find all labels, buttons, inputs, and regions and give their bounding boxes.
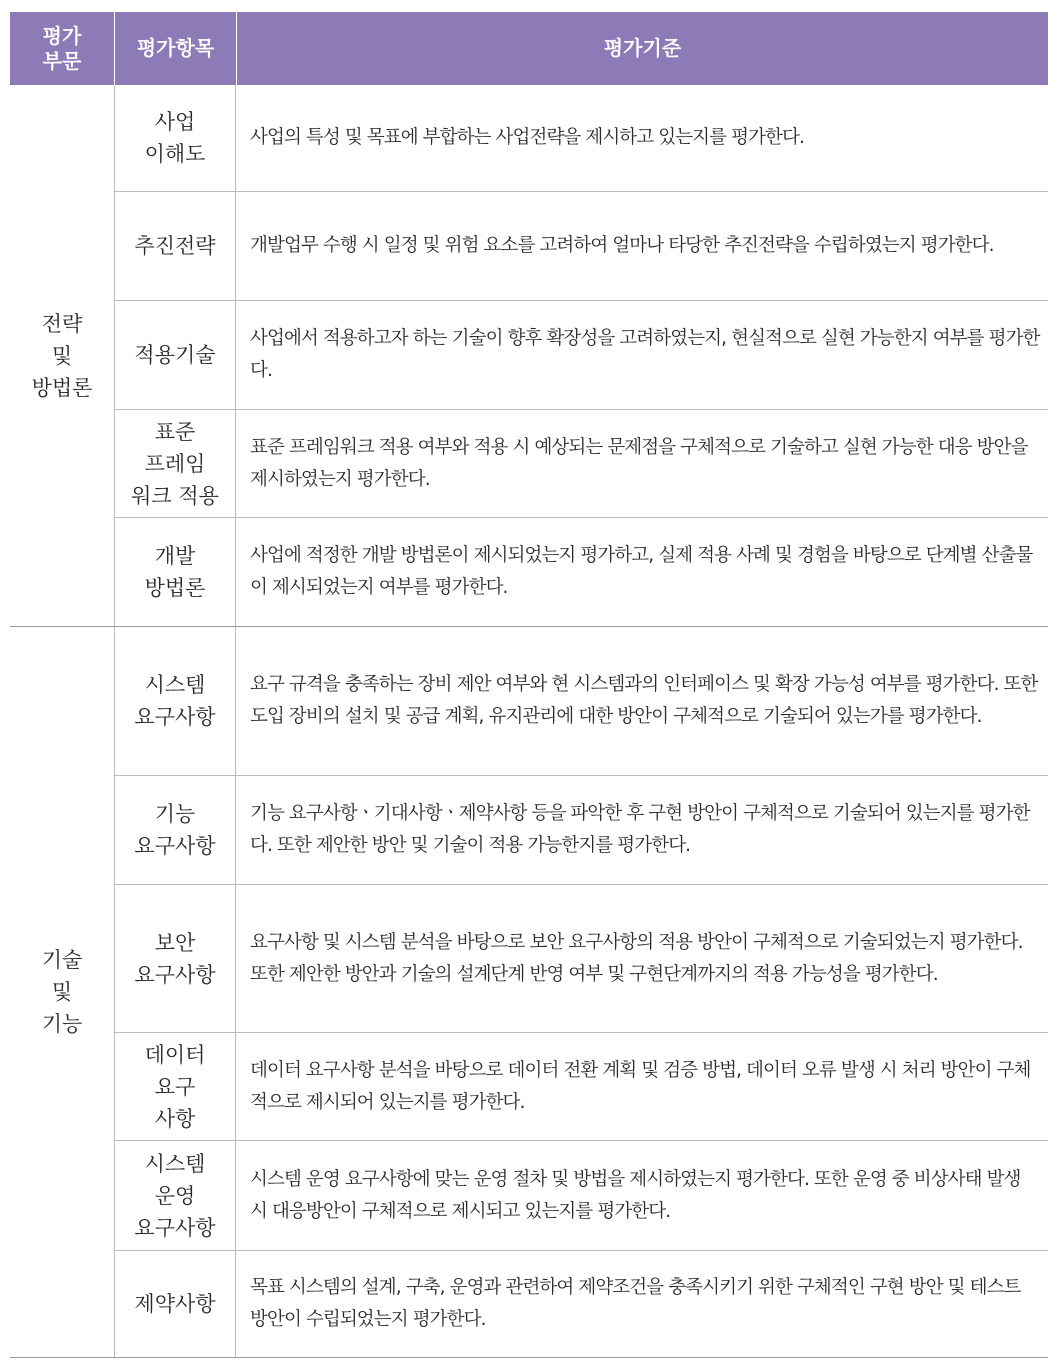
row-criteria	[250, 301, 1042, 409]
row-criteria-text: 목표 시스템의 설계, 구축, 운영과 관련하여 제약조건을 충족시키기 위한 구체적인 구현 방안 및 테스트 방안이 수립되었는지 평가한다.	[250, 1277, 1021, 1330]
column-divider	[114, 85, 115, 1357]
category-strategy: 전략 및 방법론	[31, 311, 93, 400]
table-header	[10, 12, 1048, 85]
row-item: 시스템 요구사항	[134, 673, 216, 729]
row-item: 데이터 요구 사항	[144, 1042, 206, 1131]
row-criteria-text: 사업에서 적용하고자 하는 기술이 향후 확장성을 고려하였는지, 현실적으로 실현 가능한지 여부를 평가한다.	[250, 328, 1040, 381]
table-bottom-border	[10, 1357, 1048, 1358]
row-criteria	[250, 85, 1042, 191]
row-item: 개발 방법론	[144, 544, 206, 600]
row-criteria-text: 요구 규격을 충족하는 장비 제안 여부와 현 시스템과의 인터페이스 및 확장 가능성 여부를 평가한다. 또한 도입 장비의 설치 및 공급 계획, 유지관리에 대한 방안이 구체적으로 기술되어 있는가를 평가한다.	[250, 674, 1038, 727]
header-item: 평가항목	[136, 36, 215, 60]
category-technology: 기술 및 기능	[41, 948, 83, 1036]
row-criteria-text: 사업에 적정한 개발 방법론이 제시되었는지 평가하고, 실제 적용 사례 및 경험을 바탕으로 단계별 산출물이 제시되었는지 여부를 평가한다.	[250, 545, 1033, 598]
row-item: 사업 이해도	[144, 110, 206, 166]
row-criteria	[250, 1141, 1042, 1250]
row-item: 제약사항	[134, 1292, 216, 1316]
row-item: 기능 요구사항	[134, 802, 216, 858]
row-criteria-text: 개발업무 수행 시 일정 및 위험 요소를 고려하여 얼마나 타당한 추진전략을 수립하였는지 평가한다.	[250, 235, 994, 256]
row-criteria-text: 데이터 요구사항 분석을 바탕으로 데이터 전환 계획 및 검증 방법, 데이터 오류 발생 시 처리 방안이 구체적으로 제시되어 있는지를 평가한다.	[250, 1059, 1031, 1113]
row-criteria	[250, 885, 1042, 1032]
row-criteria	[250, 410, 1042, 517]
row-criteria	[250, 1251, 1042, 1357]
row-criteria-text: 사업의 특성 및 목표에 부합하는 사업전략을 제시하고 있는지를 평가한다.	[250, 127, 804, 148]
row-item: 보안 요구사항	[134, 930, 216, 987]
row-criteria-text: 요구사항 및 시스템 분석을 바탕으로 보안 요구사항의 적용 방안이 구체적으로 기술되었는지 평가한다. 또한 제안한 방안과 기술의 설계단계 반영 여부 및 구현단계까지의 적용 가능성을 평가한다.	[250, 931, 1023, 985]
row-criteria-text: 기능 요구사항ㆍ기대사항ㆍ제약사항 등을 파악한 후 구현 방안이 구체적으로 기술되어 있는지를 평가한다. 또한 제안한 방안 및 기술이 적용 가능한지를 평가한다.	[250, 803, 1030, 856]
row-item: 표준 프레임 워크 적용	[131, 419, 219, 508]
row-criteria-text: 표준 프레임워크 적용 여부와 적용 시 예상되는 문제점을 구체적으로 기술하고 실현 가능한 대응 방안을 제시하였는지 평가한다.	[250, 436, 1028, 490]
header-criteria: 평가기준	[603, 36, 682, 60]
column-divider	[235, 85, 236, 1357]
row-criteria-text: 시스템 운영 요구사항에 맞는 운영 절차 및 방법을 제시하였는지 평가한다. 또한 운영 중 비상사태 발생 시 대응방안이 구체적으로 제시되고 있는지를 평가한다.	[250, 1168, 1021, 1222]
row-criteria	[250, 776, 1042, 884]
row-criteria	[250, 627, 1042, 775]
row-criteria	[250, 1033, 1042, 1140]
row-criteria	[250, 192, 1042, 300]
row-item: 적용기술	[134, 343, 216, 367]
row-item: 시스템 운영 요구사항	[134, 1151, 216, 1240]
row-item: 추진전략	[134, 234, 216, 258]
header-category: 평가 부문	[42, 23, 82, 73]
row-criteria	[250, 518, 1042, 626]
